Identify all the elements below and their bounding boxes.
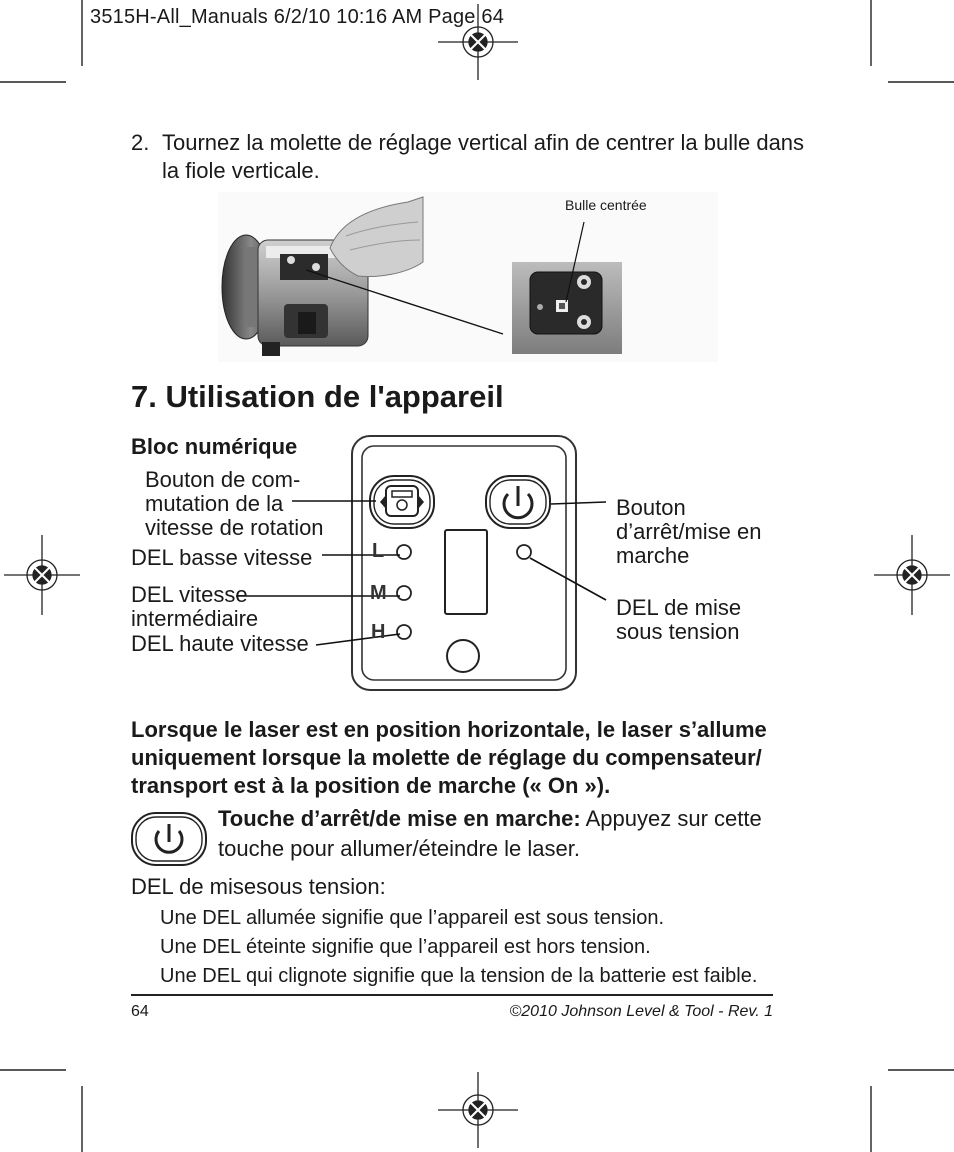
footer-rule — [131, 994, 773, 996]
power-button-label: Bouton d’arrêt/mise en marche — [616, 495, 762, 568]
low-speed-led-label: DEL basse vitesse — [131, 545, 313, 570]
led-info-heading: DEL de misesous tension: — [131, 874, 386, 899]
high-speed-led-label: DEL haute vitesse — [131, 631, 309, 656]
list-item: Une DEL qui clignote signifie que la tension de la batterie est faible. — [160, 965, 758, 987]
led-letter-l: L — [372, 540, 385, 562]
print-slug: 3515H-All_Manuals 6/2/10 10:16 AM Page 64 — [90, 6, 505, 28]
step-text-line1: Tournez la molette de réglage vertical afin de centrer la bulle dans — [162, 130, 805, 155]
photo-caption: Bulle centrée — [565, 197, 647, 213]
list-item: Une DEL allumée signifie que l’appareil est sous tension. — [160, 907, 664, 929]
power-key-description-line2: touche pour allumer/éteindre le laser. — [218, 836, 580, 861]
led-info-list — [160, 904, 757, 991]
led-letter-m: M — [370, 582, 387, 604]
copyright: ©2010 Johnson Level & Tool - Rev. 1 — [509, 1003, 773, 1020]
step-number: 2. — [131, 130, 150, 155]
section-title: 7. Utilisation de l'appareil — [131, 379, 504, 414]
speed-button-label: Bouton de com- mutation de la vitesse de rotation — [145, 467, 324, 540]
list-item: Une DEL éteinte signifie que l’appareil est hors tension. — [160, 936, 651, 958]
horizontal-warning: Lorsque le laser est en position horizontale, le laser s’allume uniquement lorsque la molette de réglage du compensateur/ transport est à la position de marche (« On »). — [131, 717, 767, 798]
step-text-line2: la fiole verticale. — [162, 158, 320, 183]
power-key-description: Touche d’arrêt/de mise en marche: Appuyez sur cette — [218, 806, 762, 831]
power-button-diagram — [486, 476, 550, 528]
mid-speed-led-label: DEL vitesse intermédiaire — [131, 582, 259, 631]
rotation-speed-button — [370, 476, 434, 528]
page-number: 64 — [131, 1003, 149, 1020]
led-letter-h: H — [371, 621, 386, 643]
keypad-heading: Bloc numérique — [131, 434, 298, 459]
power-icon — [131, 812, 207, 866]
power-led-label: DEL de mise sous tension — [616, 595, 742, 644]
